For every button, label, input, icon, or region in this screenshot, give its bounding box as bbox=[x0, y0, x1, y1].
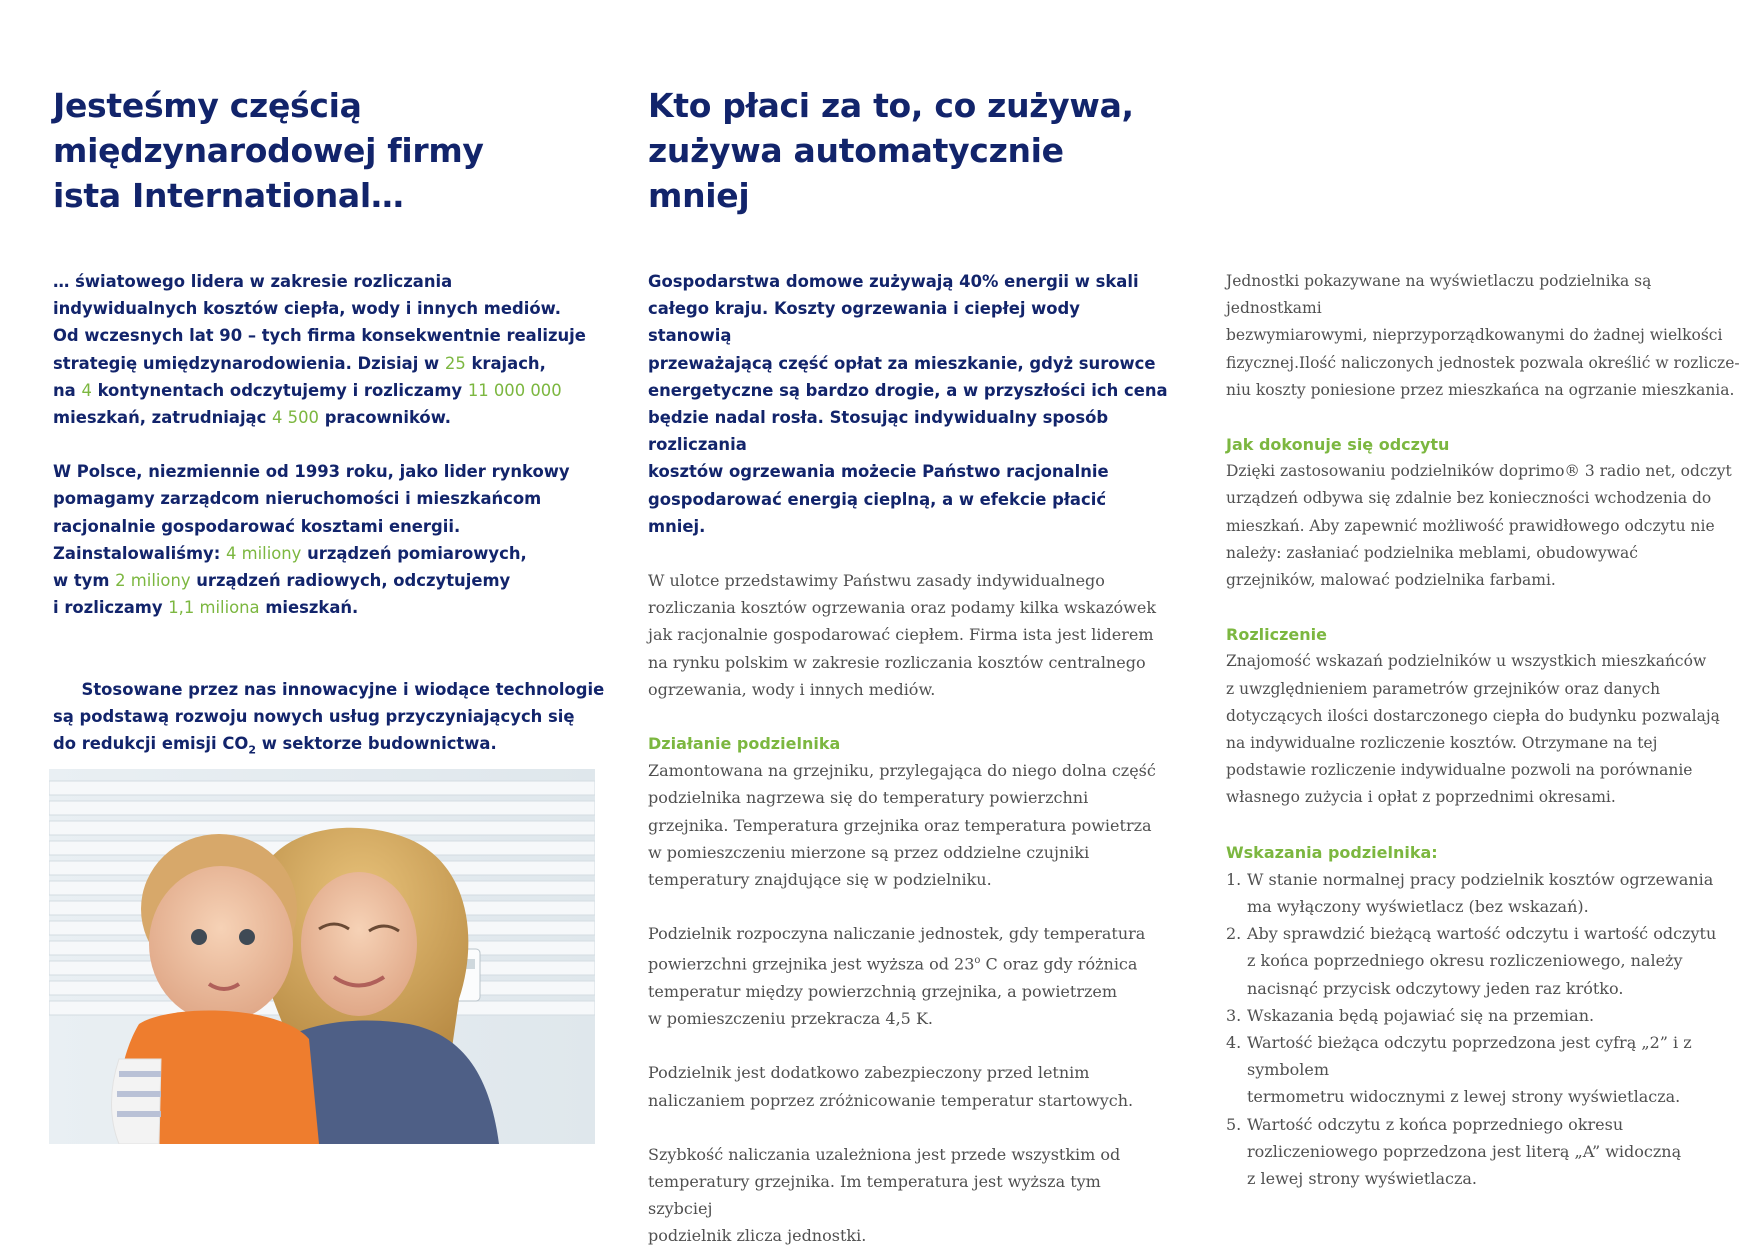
highlight-number: 4 bbox=[81, 380, 92, 400]
intro-paragraph bbox=[648, 268, 1168, 540]
text-line: Znajomość wskazań podzielników u wszystkich mieszkańców bbox=[1226, 652, 1707, 671]
odczyt-paragraph bbox=[1226, 458, 1746, 594]
text-line: urządzeń pomiarowych, bbox=[301, 543, 527, 563]
text-line: na rynku polskim w zakresie rozliczania kosztów centralnego bbox=[648, 652, 1146, 672]
heading-line: ista International… bbox=[53, 176, 404, 215]
list-item bbox=[1226, 1002, 1746, 1029]
text-line: rozliczeniowego poprzedzona jest literą „A” widoczną bbox=[1247, 1141, 1682, 1161]
text-line: Szybkość naliczania uzależniona jest przede wszystkim od bbox=[648, 1144, 1121, 1164]
text-line: Wartość bieżąca odczytu poprzedzona jest cyfrą „2” i z symbolem bbox=[1247, 1033, 1692, 1080]
text-line: powierzchni grzejnika jest wyższa od 23 bbox=[648, 954, 975, 974]
naliczanie-paragraph bbox=[648, 920, 1168, 1032]
superscript: o bbox=[974, 955, 981, 967]
text-line: Dzięki zastosowaniu podzielników doprimo® 3 radio net, odczyt bbox=[1226, 462, 1732, 481]
text-line: w tym bbox=[53, 571, 116, 591]
column-left bbox=[53, 83, 613, 218]
text-line: racjonalnie gospodarować kosztami energii. bbox=[53, 516, 461, 536]
heading-kto-placi bbox=[648, 83, 1148, 218]
highlight-number: 4 500 bbox=[272, 408, 319, 428]
text-line: w pomieszczeniu mierzone są przez oddzielne czujniki bbox=[648, 842, 1090, 862]
text-line: indywidualnych kosztów ciepła, wody i innych mediów. bbox=[53, 299, 561, 319]
text-line: z lewej strony wyświetlacza. bbox=[1247, 1169, 1477, 1189]
subheading-wskazania: Wskazania podzielnika: bbox=[1226, 842, 1438, 862]
heading-line: zużywa automatycznie mniej bbox=[648, 131, 1064, 215]
text-line: Gospodarstwa domowe zużywają 40% energii w skali bbox=[648, 272, 1139, 291]
list-number: 5. bbox=[1226, 1114, 1242, 1134]
mother-child-photo bbox=[49, 769, 595, 1144]
text-line: strategię umiędzynarodowienia. Dzisiaj w bbox=[53, 353, 445, 373]
zabezpieczenie-paragraph bbox=[648, 1059, 1168, 1113]
text-line: na indywidualne rozliczenie kosztów. Otrzymane na tej bbox=[1226, 734, 1658, 753]
text-line: są podstawą rozwoju nowych usług przyczyniających się bbox=[53, 706, 575, 726]
text-line: do redukcji emisji CO bbox=[53, 734, 249, 754]
heading-line: Kto płaci za to, co zużywa, bbox=[648, 86, 1134, 125]
text-line: z końca poprzedniego okresu rozliczeniowego, należy bbox=[1247, 951, 1683, 971]
subscript: 2 bbox=[248, 743, 256, 757]
text-line: Zamontowana na grzejniku, przylegająca do niego dolna część bbox=[648, 761, 1156, 781]
column-middle bbox=[648, 83, 1148, 218]
text-line: kosztów ogrzewania możecie Państwo racjonalnie bbox=[648, 462, 1109, 482]
heading-line: międzynarodowej firmy bbox=[53, 131, 484, 170]
text-line: grzejników, malować podzielnika farbami. bbox=[1226, 571, 1556, 590]
text-line: … światowego lidera w zakresie rozliczania bbox=[53, 272, 453, 291]
text-line: mieszkań. bbox=[259, 598, 359, 618]
subheading-dzialanie: Działanie podzielnika bbox=[648, 734, 841, 754]
text-line: temperatury znajdujące się w podzielniku. bbox=[648, 870, 992, 890]
text-line: bezwymiarowymi, nieprzyporządkowanymi do żadnej wielkości bbox=[1226, 326, 1723, 345]
text-line: podstawie rozliczenie indywidualne pozwoli na porównanie bbox=[1226, 761, 1693, 780]
text-line: W stanie normalnej pracy podzielnik kosztów ogrzewania bbox=[1247, 869, 1714, 889]
heading-line: Jesteśmy częścią bbox=[53, 86, 362, 125]
text-line: grzejnika. Temperatura grzejnika oraz temperatura powietrza bbox=[648, 815, 1152, 835]
list-item bbox=[1226, 866, 1746, 920]
text-line: Od wczesnych lat 90 – tych firma konsekwentnie realizuje bbox=[53, 326, 586, 346]
text-line: W ulotce przedstawimy Państwu zasady indywidualnego bbox=[648, 571, 1105, 591]
subheading-odczyt: Jak dokonuje się odczytu bbox=[1226, 435, 1450, 455]
subheading-rozliczenie: Rozliczenie bbox=[1226, 625, 1327, 645]
list-item bbox=[1226, 920, 1746, 1002]
text-line: niu koszty poniesione przez mieszkańca na ogrzanie mieszkania. bbox=[1226, 380, 1735, 399]
text-line: C oraz gdy różnica bbox=[980, 954, 1138, 974]
text-line: należy: zasłaniać podzielnika meblami, obudowywać bbox=[1226, 543, 1638, 562]
text-line: całego kraju. Koszty ogrzewania i ciepłej wody stanowią bbox=[648, 299, 1080, 346]
about-text bbox=[53, 268, 613, 791]
text-line: Jednostki pokazywane na wyświetlaczu podzielnika są jednostkami bbox=[1226, 272, 1652, 318]
text-line: Wartość odczytu z końca poprzedniego okresu bbox=[1247, 1114, 1624, 1134]
list-item bbox=[1226, 1029, 1746, 1111]
list-number: 2. bbox=[1226, 924, 1242, 944]
text-line: podzielnika nagrzewa się do temperatury powierzchni bbox=[648, 788, 1089, 808]
text-line: fizycznej.Ilość naliczonych jednostek pozwala określić w rozlicze- bbox=[1226, 353, 1740, 372]
highlight-number: 11 000 000 bbox=[467, 380, 562, 400]
text-line: w pomieszczeniu przekracza 4,5 K. bbox=[648, 1009, 933, 1029]
rozliczenie-paragraph bbox=[1226, 648, 1746, 811]
text-line: temperatury grzejnika. Im temperatura jest wyższa tym szybciej bbox=[648, 1172, 1101, 1219]
about-paragraph-2 bbox=[53, 458, 613, 621]
text-line: W Polsce, niezmiennie od 1993 roku, jako lider rynkowy bbox=[53, 462, 570, 482]
highlight-number: 4 miliony bbox=[225, 543, 302, 563]
text-line: dotyczących ilości dostarczonego ciepła do budynku pozwalają bbox=[1226, 706, 1720, 725]
wskazania-list bbox=[1226, 866, 1746, 1192]
list-number: 1. bbox=[1226, 869, 1242, 889]
text-line: krajach, bbox=[465, 353, 546, 373]
text-line: podzielnik zlicza jednostki. bbox=[648, 1226, 867, 1246]
text-line: kontynentach odczytujemy i rozliczamy bbox=[91, 380, 468, 400]
highlight-number: 2 miliony bbox=[115, 571, 191, 591]
text-line: Podzielnik jest dodatkowo zabezpieczony przed letnim bbox=[648, 1063, 1090, 1083]
highlight-number: 1,1 miliona bbox=[168, 598, 260, 618]
text-line: pracowników. bbox=[318, 408, 452, 428]
middle-text bbox=[648, 268, 1168, 1250]
text-line: rozliczania kosztów ogrzewania oraz podamy kilka wskazówek bbox=[648, 598, 1157, 618]
list-number: 3. bbox=[1226, 1005, 1242, 1025]
text-line: jak racjonalnie gospodarować ciepłem. Firma ista jest liderem bbox=[648, 625, 1154, 645]
jednostki-paragraph bbox=[1226, 268, 1746, 404]
text-line: w sektorze budownictwa. bbox=[256, 734, 497, 754]
text-line: ogrzewania, wody i innych mediów. bbox=[648, 679, 936, 699]
text-line: Zainstalowaliśmy: bbox=[53, 543, 226, 563]
text-line: Aby sprawdzić bieżącą wartość odczytu i wartość odczytu bbox=[1247, 924, 1717, 944]
text-line: własnego zużycia i opłat z poprzednimi okresami. bbox=[1226, 788, 1616, 807]
heading-ista-international bbox=[53, 83, 613, 218]
text-line: z uwzględnieniem parametrów grzejników oraz danych bbox=[1226, 679, 1661, 698]
list-number: 4. bbox=[1226, 1033, 1242, 1053]
text-line: przeważającą część opłat za mieszkanie, gdyż surowce bbox=[648, 353, 1156, 373]
text-line: naliczaniem poprzez zróżnicowanie temperatur startowych. bbox=[648, 1090, 1134, 1110]
text-line: ma wyłączony wyświetlacz (bez wskazań). bbox=[1247, 897, 1589, 917]
photo-illustration bbox=[49, 769, 595, 1144]
text-line: mieszkań, zatrudniając bbox=[53, 408, 273, 428]
text-line: energetyczne są bardzo drogie, a w przyszłości ich cena bbox=[648, 380, 1168, 400]
text-line: pomagamy zarządcom nieruchomości i mieszkańcom bbox=[53, 489, 542, 509]
list-item bbox=[1226, 1111, 1746, 1193]
about-paragraph-1 bbox=[53, 268, 613, 431]
text-line: i rozliczamy bbox=[53, 598, 169, 618]
text-line: urządzeń odbywa się zdalnie bez konieczności wchodzenia do bbox=[1226, 489, 1712, 508]
text-line: Stosowane przez nas innowacyjne i wiodące technologie bbox=[75, 679, 605, 699]
text-line: temperatur między powierzchnią grzejnika, a powietrzem bbox=[648, 982, 1118, 1001]
column-right bbox=[1226, 268, 1746, 1192]
text-line: na bbox=[53, 380, 82, 400]
text-line: gospodarować energią cieplną, a w efekcie płacić mniej. bbox=[648, 489, 1107, 536]
text-line: urządzeń radiowych, odczytujemy bbox=[190, 571, 511, 591]
highlight-number: 25 bbox=[444, 353, 466, 373]
text-line: Podzielnik rozpoczyna naliczanie jednostek, gdy temperatura bbox=[648, 924, 1146, 944]
text-line: Wskazania będą pojawiać się na przemian. bbox=[1247, 1005, 1595, 1025]
leaflet-paragraph bbox=[648, 567, 1168, 703]
szybkosc-paragraph bbox=[648, 1141, 1168, 1250]
text-line: termometru widocznymi z lewej strony wyświetlacza. bbox=[1247, 1087, 1681, 1107]
text-line: mieszkań. Aby zapewnić możliwość prawidłowego odczytu nie bbox=[1226, 516, 1715, 535]
text-line: nacisnąć przycisk odczytowy jeden raz krótko. bbox=[1247, 978, 1624, 998]
text-line: będzie nadal rosła. Stosując indywidualny sposób rozliczania bbox=[648, 408, 1109, 455]
dzialanie-paragraph bbox=[648, 757, 1168, 893]
